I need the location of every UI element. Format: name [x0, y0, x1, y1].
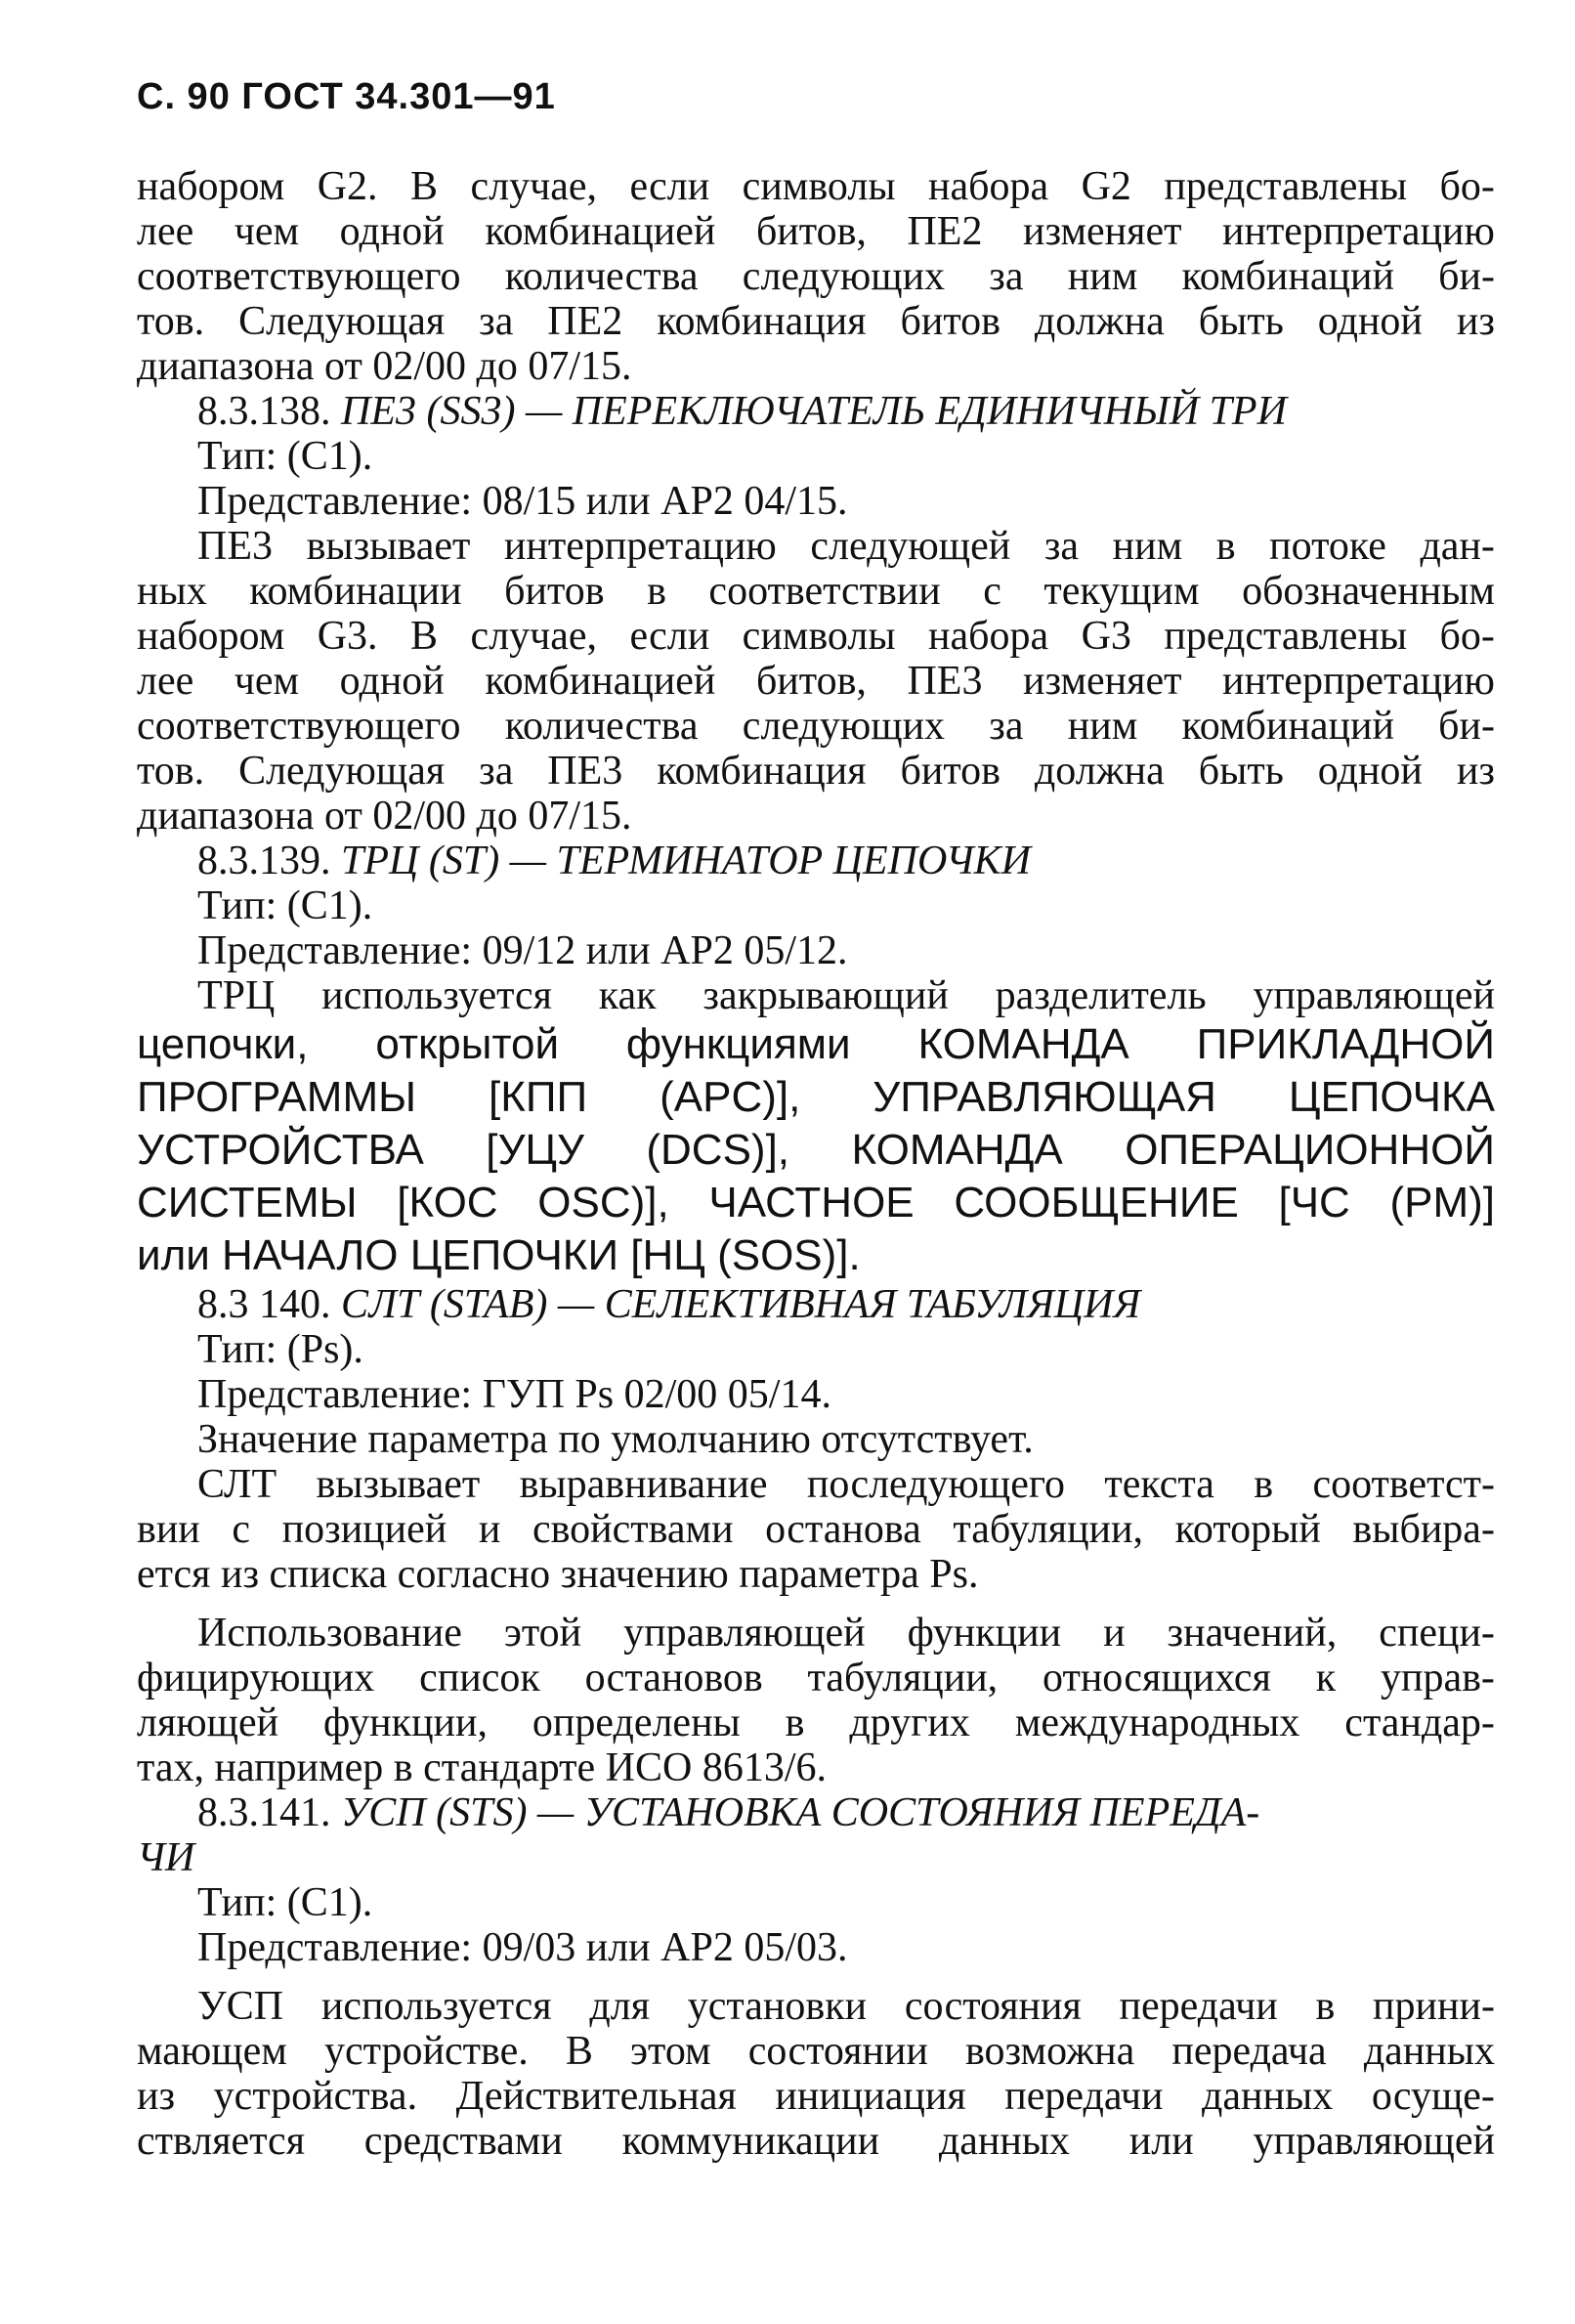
word: средствами [363, 2119, 563, 2164]
text-line [137, 164, 1495, 209]
section-heading [137, 389, 1495, 434]
word: свойствами [532, 1507, 734, 1552]
word: быть [1198, 299, 1284, 344]
word: инициация [775, 2074, 966, 2119]
word: СЛТ [197, 1462, 277, 1507]
word: соответствующего [137, 704, 461, 749]
word: представлены [1164, 614, 1408, 659]
text-line: диапазона от 02/00 до 07/15. [137, 344, 632, 389]
word: за [479, 299, 514, 344]
text-line [137, 1124, 1495, 1177]
word: или [1128, 2119, 1194, 2164]
word: УСТРОЙСТВА [137, 1126, 424, 1174]
section-heading [137, 839, 1495, 883]
word: вызывает [316, 1462, 481, 1507]
word: передачи [1119, 1984, 1278, 2029]
word: следующей [810, 524, 1011, 569]
word: данных [1202, 2074, 1334, 2119]
word: позицией [281, 1507, 447, 1552]
text-line [137, 614, 1495, 659]
word: ПЕ3 [907, 659, 983, 704]
word: бо- [1439, 614, 1495, 659]
word: и [478, 1507, 501, 1552]
word: ПЕ3 [197, 524, 273, 569]
text-line [137, 254, 1495, 299]
word: используется [320, 1984, 552, 2029]
word: соответствии [708, 569, 941, 614]
word: Действительная [455, 2074, 737, 2119]
word: список [419, 1656, 540, 1700]
word: изменяет [1022, 209, 1182, 254]
text-line [137, 569, 1495, 614]
section-number: 8.3.141. [197, 1790, 331, 1835]
word: текста [1104, 1462, 1214, 1507]
word: ПЕ2 [547, 299, 623, 344]
word: комбинацией [485, 659, 716, 704]
text-line: Тип: (C1). [197, 1880, 373, 1925]
text-line: Тип: (C1). [197, 434, 373, 479]
section-number: 8.3.139. [197, 839, 331, 883]
word: би- [1438, 704, 1495, 749]
word: и [1103, 1611, 1126, 1656]
text-line [137, 2029, 1495, 2074]
word: битов, [755, 209, 867, 254]
section-title: ПЕ3 (SS3) — ПЕРЕКЛЮЧАТЕЛЬ ЕДИНИЧНЫЙ ТРИ [341, 389, 1287, 434]
text-line [137, 1611, 1495, 1656]
word: устройстве. [324, 2029, 529, 2074]
word: должна [1034, 299, 1165, 344]
text-line: Представление: 09/03 или АР2 05/03. [197, 1925, 848, 1970]
section-title: ТРЦ (ST) — ТЕРМИНАТОР ЦЕПОЧКИ [341, 839, 1031, 883]
word: выбира- [1352, 1507, 1495, 1552]
word: (PM)] [1389, 1179, 1495, 1227]
text-line: Представление: ГУП Ps 02/00 05/14. [197, 1372, 831, 1417]
word: ним [1067, 704, 1138, 749]
word: одной [339, 659, 445, 704]
text-line: Тип: (Ps). [197, 1327, 363, 1372]
word: случае, [470, 614, 597, 659]
word: передачи [1004, 2074, 1164, 2119]
word: [КПП [489, 1073, 588, 1121]
word: интерпретацию [1222, 209, 1495, 254]
word: комбинация [657, 749, 867, 794]
word: остановов [584, 1656, 763, 1700]
text-line: Представление: 09/12 или АР2 05/12. [197, 928, 848, 973]
section-number: 8.3.138. [197, 389, 331, 434]
word: с [232, 1507, 251, 1552]
word: табуляции, [953, 1507, 1143, 1552]
word: устройства. [213, 2074, 418, 2119]
text-line [137, 1656, 1495, 1700]
word: В [410, 164, 439, 209]
word: международных [1014, 1700, 1300, 1745]
word: управ- [1380, 1656, 1495, 1700]
word: стандар- [1344, 1700, 1495, 1745]
word: выравнивание [519, 1462, 768, 1507]
word: чем [234, 659, 300, 704]
word: битов [504, 569, 605, 614]
text-line [137, 209, 1495, 254]
word: В [565, 2029, 593, 2074]
word: управляющей [1253, 2119, 1495, 2164]
word: относящихся [1043, 1656, 1271, 1700]
word: ствляется [137, 2119, 306, 2164]
text-line [137, 659, 1495, 704]
word: ляющей [137, 1700, 279, 1745]
page-header: С. 90 ГОСТ 34.301—91 [137, 76, 556, 117]
word: КОМАНДА [851, 1126, 1063, 1174]
text-line [137, 973, 1495, 1018]
word: соответст- [1312, 1462, 1495, 1507]
word: других [849, 1700, 970, 1745]
word: битов, [755, 659, 867, 704]
text-line [137, 1018, 1495, 1071]
word: прини- [1373, 1984, 1495, 2029]
section-title: СЛТ (STAB) — СЕЛЕКТИВНАЯ ТАБУЛЯЦИЯ [341, 1282, 1141, 1327]
word: В [410, 614, 439, 659]
word: Использование [197, 1611, 462, 1656]
word: передача [1171, 2029, 1327, 2074]
text-line [137, 2119, 1495, 2164]
word: количества [504, 704, 699, 749]
word: OSC)], [537, 1179, 669, 1227]
word: значений, [1167, 1611, 1338, 1656]
word: специ- [1379, 1611, 1495, 1656]
word: [КОС [397, 1179, 498, 1227]
word: должна [1034, 749, 1165, 794]
word: коммуникации [621, 2119, 880, 2164]
word: функциями [625, 1020, 851, 1068]
word: состояния [904, 1984, 1082, 2029]
word: управляющей [623, 1611, 866, 1656]
word: КОМАНДА [917, 1020, 1129, 1068]
text-line [137, 524, 1495, 569]
text-line: Значение параметра по умолчанию отсутствует. [197, 1417, 1034, 1462]
word: функции [907, 1611, 1062, 1656]
word: используется [321, 973, 552, 1018]
text-line: или НАЧАЛО ЦЕПОЧКИ [НЦ (SOS)]. [137, 1231, 861, 1279]
text-line [137, 749, 1495, 794]
word: G2 [1081, 164, 1131, 209]
text-line: ется из списка согласно значению параметра Ps. [137, 1552, 979, 1597]
word: G2. [317, 164, 378, 209]
text-line [137, 1462, 1495, 1507]
section-heading [137, 1790, 1495, 1835]
word: бо- [1439, 164, 1495, 209]
word: ЧАСТНОЕ [708, 1179, 915, 1227]
section-title: УСП (STS) — УСТАНОВКА СОСТОЯНИЯ ПЕРЕДА- [341, 1790, 1260, 1835]
word: вии [137, 1507, 200, 1552]
word: лее [137, 209, 194, 254]
word: [ЧС [1278, 1179, 1350, 1227]
word: быть [1198, 749, 1284, 794]
word: в [647, 569, 666, 614]
word: данных [1363, 2029, 1495, 2074]
word: дан- [1420, 524, 1495, 569]
word: ных [137, 569, 207, 614]
word: тов. [137, 299, 205, 344]
word: функции, [323, 1700, 488, 1745]
word: G3 [1081, 614, 1131, 659]
word: УСП [197, 1984, 284, 2029]
word: ПРИКЛАДНОЙ [1196, 1020, 1495, 1068]
text-line [137, 1700, 1495, 1745]
word: возможна [965, 2029, 1135, 2074]
text-line [137, 1071, 1495, 1124]
word: в [1315, 1984, 1336, 2029]
word: управляющей [1253, 973, 1495, 1018]
word: битов [900, 749, 1000, 794]
word: установки [687, 1984, 868, 2029]
word: (APC)], [660, 1073, 801, 1121]
text-line: Тип: (C1). [197, 883, 373, 928]
word: последующего [806, 1462, 1066, 1507]
word: представлены [1164, 164, 1408, 209]
word: (DCS)], [646, 1126, 790, 1174]
word: символы [742, 614, 896, 659]
word: набора [928, 164, 1049, 209]
word: чем [234, 209, 300, 254]
word: [УЦУ [486, 1126, 584, 1174]
word: символы [742, 164, 896, 209]
word: с [983, 569, 1001, 614]
word: Следующая [238, 749, 446, 794]
text-line: тах, например в стандарте ИСО 8613/6. [137, 1745, 828, 1790]
section-number: 8.3 140. [197, 1282, 331, 1327]
word: в [1254, 1462, 1274, 1507]
word: состоянии [747, 2029, 928, 2074]
word: данных [938, 2119, 1071, 2164]
word: обозначенным [1242, 569, 1495, 614]
word: текущим [1043, 569, 1200, 614]
text-line: Представление: 08/15 или АР2 04/15. [197, 479, 848, 524]
word: следующих [742, 254, 946, 299]
word: который [1174, 1507, 1321, 1552]
word: битов [900, 299, 1000, 344]
word: изменяет [1022, 659, 1182, 704]
word: комбинация [657, 299, 867, 344]
text-line [137, 704, 1495, 749]
word: соответствующего [137, 254, 461, 299]
document-body [137, 164, 1495, 2164]
word: ним [1112, 524, 1183, 569]
word: комбинаций [1181, 704, 1394, 749]
word: за [989, 254, 1024, 299]
word: лее [137, 659, 194, 704]
word: следующих [742, 704, 946, 749]
word: за [1043, 524, 1080, 569]
word: случае, [470, 164, 597, 209]
word: набором [137, 164, 285, 209]
word: набора [928, 614, 1049, 659]
word: потоке [1269, 524, 1386, 569]
word: СООБЩЕНИЕ [954, 1179, 1239, 1227]
word: одной [1317, 299, 1423, 344]
word: комбинаций [1181, 254, 1394, 299]
section-heading [137, 1282, 1495, 1327]
text-line [137, 1177, 1495, 1229]
word: из [1456, 749, 1495, 794]
text-line: ЧИ [137, 1835, 195, 1880]
text-line [137, 1984, 1495, 2029]
word: ПРОГРАММЫ [137, 1073, 417, 1121]
word: за [479, 749, 514, 794]
word: мающем [137, 2029, 287, 2074]
word: G3. [317, 614, 378, 659]
word: одной [1317, 749, 1423, 794]
word: из [1456, 299, 1495, 344]
word: если [629, 164, 710, 209]
word: Следующая [238, 299, 446, 344]
word: разделитель [995, 973, 1207, 1018]
word: табуляции, [807, 1656, 999, 1700]
word: набором [137, 614, 285, 659]
word: комбинацией [485, 209, 716, 254]
word: СИСТЕМЫ [137, 1179, 358, 1227]
word: открытой [375, 1020, 560, 1068]
word: в [785, 1700, 805, 1745]
text-line [137, 2074, 1495, 2119]
word: ОПЕРАЦИОННОЙ [1125, 1126, 1495, 1174]
word: в [1215, 524, 1236, 569]
word: УПРАВЛЯЮЩАЯ [873, 1073, 1216, 1121]
word: ПЕ3 [547, 749, 623, 794]
word: закрывающий [702, 973, 949, 1018]
word: интерпретацию [503, 524, 777, 569]
word: за [989, 704, 1024, 749]
word: осуще- [1371, 2074, 1495, 2119]
word: би- [1438, 254, 1495, 299]
word: вызывает [306, 524, 471, 569]
word: ЦЕПОЧКА [1288, 1073, 1495, 1121]
word: количества [504, 254, 699, 299]
word: этом [630, 2029, 711, 2074]
word: ПЕ2 [907, 209, 983, 254]
word: останова [765, 1507, 921, 1552]
word: как [598, 973, 657, 1018]
word: из [137, 2074, 176, 2119]
word: для [589, 1984, 651, 2029]
text-line: диапазона от 02/00 до 07/15. [137, 794, 632, 839]
word: ним [1067, 254, 1138, 299]
word: определены [532, 1700, 741, 1745]
word: комбинации [249, 569, 462, 614]
text-line [137, 1507, 1495, 1552]
word: ТРЦ [197, 973, 276, 1018]
word: этой [503, 1611, 582, 1656]
text-line [137, 299, 1495, 344]
word: цепочки, [137, 1020, 309, 1068]
word: если [629, 614, 710, 659]
word: фицирующих [137, 1656, 375, 1700]
word: к [1315, 1656, 1337, 1700]
word: одной [339, 209, 445, 254]
word: интерпретацию [1222, 659, 1495, 704]
word: тов. [137, 749, 205, 794]
